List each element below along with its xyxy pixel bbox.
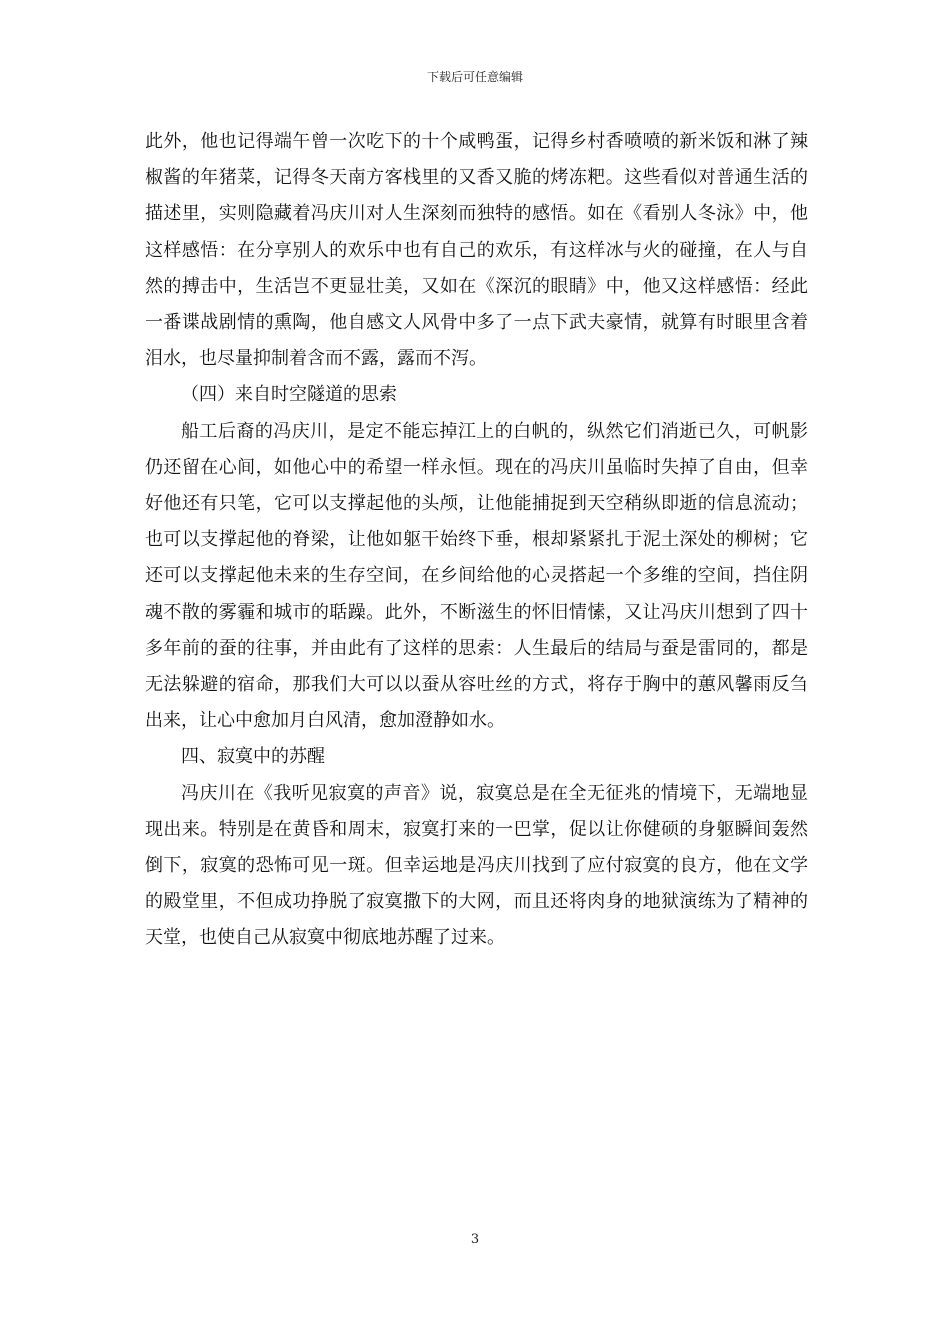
section-heading-4: 四、寂寞中的苏醒	[181, 746, 325, 768]
section-heading-4-sub: （四）来自时空隧道的思索	[181, 384, 397, 406]
paragraph-2: 船工后裔的冯庆川，是定不能忘掉江上的白帆的，纵然它们消逝已久，可帆影仍还留在心间，如他心中的希望一样永恒。现在的冯庆川虽临时失掉了自由，但幸好他还有只笔，它可以支撑起他的头颅，让他能捕捉到天空稍纵即逝的信息流动；也可以支撑起他的脊梁，让他如躯干始终下垂，根却紧紧扎于泥土深处的柳树；它还可以支撑起他未来的生存空间，在乡间给他的心灵搭起一个多维的空间，挡住阴魂不散的雾霾和城市的聒躁。此外，不断滋生的怀旧情愫，又让冯庆川想到了四十多年前的蚕的往事，并由此有了这样的思索：人生最后的结局与蚕是雷同的，都是无法躲避的宿命，那我们大可以以蚕从容吐丝的方式，将存于胸中的蕙风馨雨反刍出来，让心中愈加月白风清，愈加澄静如水。	[145, 420, 808, 732]
paragraph-3: 冯庆川在《我听见寂寞的声音》说，寂寞总是在全无征兆的情境下，无端地显现出来。特别是在黄昏和周末，寂寞打来的一巴掌，促以让你健硕的身躯瞬间轰然倒下，寂寞的恐怖可见一斑。但幸运地是冯庆川找到了应付寂寞的良方，他在文学的殿堂里，不但成功挣脱了寂寞撒下的大网，而且还将肉身的地狱演练为了精神的天堂，也使自己从寂寞中彻底地苏醒了过来。	[145, 782, 808, 949]
document-body	[145, 124, 808, 957]
paragraph-1: 此外，他也记得端午曾一次吃下的十个咸鸭蛋，记得乡村香喷喷的新米饭和淋了辣椒酱的年猪菜，记得冬天南方客栈里的又香又脆的烤冻粑。这些看似对普通生活的描述里，实则隐藏着冯庆川对人生深刻而独特的感悟。如在《看别人冬泳》中，他这样感悟：在分享别人的欢乐中也有自己的欢乐，有这样冰与火的碰撞，在人与自然的搏击中，生活岂不更显壮美，又如在《深沉的眼睛》中，他又这样感悟：经此一番谍战剧情的熏陶，他自感文人风骨中多了一点下武夫豪情，就算有时眼里含着泪水，也尽量抑制着含而不露，露而不泻。	[145, 131, 808, 370]
page-header: 下载后可任意编辑	[426, 70, 523, 84]
page-number: 3	[470, 1232, 480, 1247]
